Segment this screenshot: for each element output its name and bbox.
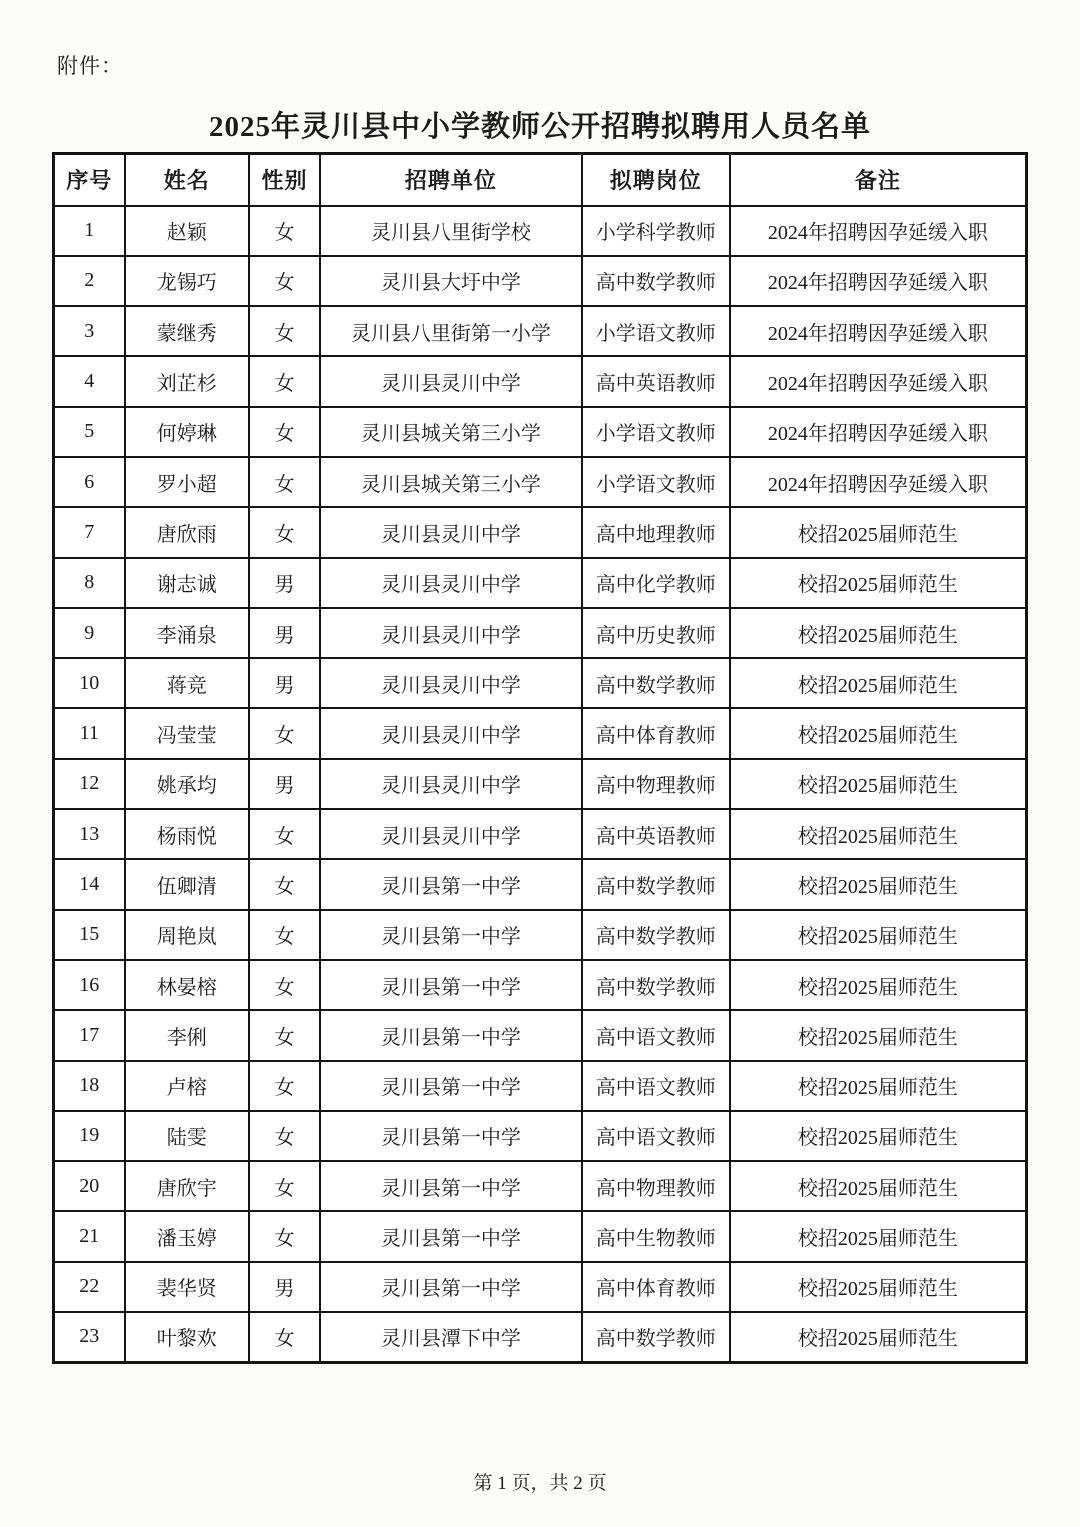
table-row — [54, 809, 1027, 859]
table-cell: 姚承均 — [125, 759, 250, 809]
table-cell: 灵川县第一中学 — [320, 1161, 582, 1211]
table-row — [54, 1312, 1027, 1362]
table-cell: 高中数学教师 — [582, 256, 730, 306]
table-cell: 7 — [54, 507, 125, 557]
table-row — [54, 1211, 1027, 1261]
table-cell: 女 — [249, 1312, 320, 1362]
table-cell: 12 — [54, 759, 125, 809]
table-cell: 4 — [54, 356, 125, 406]
table-cell: 2024年招聘因孕延缓入职 — [730, 206, 1027, 256]
table-cell: 校招2025届师范生 — [730, 1161, 1027, 1211]
table-cell: 灵川县第一中学 — [320, 1111, 582, 1161]
table-row — [54, 910, 1027, 960]
column-header-position: 拟聘岗位 — [582, 154, 730, 206]
table-cell: 女 — [249, 256, 320, 306]
table-cell: 校招2025届师范生 — [730, 658, 1027, 708]
table-cell: 高中英语教师 — [582, 356, 730, 406]
table-cell: 女 — [249, 708, 320, 758]
table-cell: 灵川县大圩中学 — [320, 256, 582, 306]
table-cell: 男 — [249, 558, 320, 608]
table-cell: 男 — [249, 608, 320, 658]
table-cell: 卢榕 — [125, 1061, 250, 1111]
table-cell: 灵川县灵川中学 — [320, 558, 582, 608]
table-cell: 灵川县第一中学 — [320, 1010, 582, 1060]
table-row — [54, 1061, 1027, 1111]
table-row — [54, 356, 1027, 406]
table-cell: 高中历史教师 — [582, 608, 730, 658]
table-cell: 谢志诚 — [125, 558, 250, 608]
table-cell: 赵颖 — [125, 206, 250, 256]
table-cell: 蒋竞 — [125, 658, 250, 708]
table-row — [54, 306, 1027, 356]
table-cell: 6 — [54, 457, 125, 507]
table-cell: 19 — [54, 1111, 125, 1161]
table-cell: 高中数学教师 — [582, 960, 730, 1010]
table-row — [54, 708, 1027, 758]
table-cell: 校招2025届师范生 — [730, 1061, 1027, 1111]
table-cell: 17 — [54, 1010, 125, 1060]
table-cell: 女 — [249, 809, 320, 859]
table-row — [54, 206, 1027, 256]
table-cell: 小学科学教师 — [582, 206, 730, 256]
table-row — [54, 256, 1027, 306]
table-cell: 校招2025届师范生 — [730, 859, 1027, 909]
table-cell: 2 — [54, 256, 125, 306]
column-header-index: 序号 — [54, 154, 125, 206]
table-cell: 冯莹莹 — [125, 708, 250, 758]
table-cell: 刘芷杉 — [125, 356, 250, 406]
table-cell: 女 — [249, 206, 320, 256]
table-cell: 灵川县灵川中学 — [320, 809, 582, 859]
table-cell: 灵川县第一中学 — [320, 1262, 582, 1312]
table-cell: 高中语文教师 — [582, 1061, 730, 1111]
table-cell: 校招2025届师范生 — [730, 708, 1027, 758]
table-row — [54, 558, 1027, 608]
table-cell: 高中语文教师 — [582, 1010, 730, 1060]
table-cell: 罗小超 — [125, 457, 250, 507]
table-cell: 16 — [54, 960, 125, 1010]
table-cell: 18 — [54, 1061, 125, 1111]
table-cell: 周艳岚 — [125, 910, 250, 960]
table-cell: 高中化学教师 — [582, 558, 730, 608]
table-cell: 高中生物教师 — [582, 1211, 730, 1261]
table-cell: 小学语文教师 — [582, 306, 730, 356]
table-cell: 灵川县第一中学 — [320, 1211, 582, 1261]
table-row — [54, 457, 1027, 507]
table-cell: 校招2025届师范生 — [730, 608, 1027, 658]
table-cell: 女 — [249, 457, 320, 507]
table-cell: 伍卿清 — [125, 859, 250, 909]
table-cell: 小学语文教师 — [582, 407, 730, 457]
table-cell: 女 — [249, 1010, 320, 1060]
table-header-row — [54, 154, 1027, 206]
table-cell: 女 — [249, 1211, 320, 1261]
table-cell: 9 — [54, 608, 125, 658]
page-title: 2025年灵川县中小学教师公开招聘拟聘用人员名单 — [208, 111, 871, 143]
table-row — [54, 608, 1027, 658]
table-row — [54, 1111, 1027, 1161]
table-cell: 23 — [54, 1312, 125, 1362]
table-row — [54, 759, 1027, 809]
table-cell: 校招2025届师范生 — [730, 1262, 1027, 1312]
table-cell: 龙锡巧 — [125, 256, 250, 306]
table-cell: 灵川县城关第三小学 — [320, 407, 582, 457]
table-cell: 灵川县灵川中学 — [320, 507, 582, 557]
table-cell: 潘玉婷 — [125, 1211, 250, 1261]
table-cell: 校招2025届师范生 — [730, 1111, 1027, 1161]
table-cell: 11 — [54, 708, 125, 758]
table-cell: 灵川县城关第三小学 — [320, 457, 582, 507]
table-row — [54, 960, 1027, 1010]
table-cell: 21 — [54, 1211, 125, 1261]
table-cell: 女 — [249, 1061, 320, 1111]
table-cell: 灵川县第一中学 — [320, 910, 582, 960]
table-cell: 高中数学教师 — [582, 1312, 730, 1362]
table-cell: 女 — [249, 507, 320, 557]
table-cell: 2024年招聘因孕延缓入职 — [730, 356, 1027, 406]
table-row — [54, 1010, 1027, 1060]
table-cell: 校招2025届师范生 — [730, 809, 1027, 859]
table-cell: 女 — [249, 859, 320, 909]
page-footer: 第 1 页，共 2 页 — [473, 1473, 607, 1494]
table-cell: 灵川县灵川中学 — [320, 658, 582, 708]
table-cell: 林晏榕 — [125, 960, 250, 1010]
table-cell: 女 — [249, 356, 320, 406]
table-cell: 10 — [54, 658, 125, 708]
table-cell: 男 — [249, 759, 320, 809]
table-cell: 校招2025届师范生 — [730, 1010, 1027, 1060]
table-row — [54, 507, 1027, 557]
table-cell: 高中物理教师 — [582, 1161, 730, 1211]
table-row — [54, 1262, 1027, 1312]
table-cell: 校招2025届师范生 — [730, 1312, 1027, 1362]
table-cell: 校招2025届师范生 — [730, 1211, 1027, 1261]
table-cell: 高中体育教师 — [582, 1262, 730, 1312]
table-cell: 灵川县八里街第一小学 — [320, 306, 582, 356]
table-cell: 唐欣雨 — [125, 507, 250, 557]
table-cell: 校招2025届师范生 — [730, 910, 1027, 960]
table-cell: 灵川县第一中学 — [320, 1061, 582, 1111]
table-cell: 陆雯 — [125, 1111, 250, 1161]
table-cell: 女 — [249, 1161, 320, 1211]
column-header-remarks: 备注 — [730, 154, 1027, 206]
table-cell: 校招2025届师范生 — [730, 759, 1027, 809]
table-cell: 2024年招聘因孕延缓入职 — [730, 407, 1027, 457]
table-cell: 5 — [54, 407, 125, 457]
table-row — [54, 1161, 1027, 1211]
table-cell: 唐欣宇 — [125, 1161, 250, 1211]
column-header-gender: 性别 — [249, 154, 320, 206]
table-cell: 李涌泉 — [125, 608, 250, 658]
table-cell: 灵川县灵川中学 — [320, 356, 582, 406]
table-cell: 8 — [54, 558, 125, 608]
table-row — [54, 859, 1027, 909]
table-cell: 高中地理教师 — [582, 507, 730, 557]
table-cell: 蒙继秀 — [125, 306, 250, 356]
table-cell: 22 — [54, 1262, 125, 1312]
table-cell: 女 — [249, 306, 320, 356]
table-cell: 叶黎欢 — [125, 1312, 250, 1362]
table-cell: 何婷琳 — [125, 407, 250, 457]
table-cell: 灵川县第一中学 — [320, 960, 582, 1010]
table-cell: 高中体育教师 — [582, 708, 730, 758]
table-cell: 1 — [54, 206, 125, 256]
table-cell: 高中数学教师 — [582, 658, 730, 708]
table-cell: 灵川县第一中学 — [320, 859, 582, 909]
table-cell: 女 — [249, 407, 320, 457]
table-cell: 女 — [249, 910, 320, 960]
column-header-unit: 招聘单位 — [320, 154, 582, 206]
table-cell: 15 — [54, 910, 125, 960]
table-cell: 裴华贤 — [125, 1262, 250, 1312]
table-cell: 灵川县灵川中学 — [320, 759, 582, 809]
table-row — [54, 658, 1027, 708]
table-cell: 灵川县灵川中学 — [320, 708, 582, 758]
table-cell: 女 — [249, 960, 320, 1010]
table-cell: 灵川县灵川中学 — [320, 608, 582, 658]
table-row — [54, 407, 1027, 457]
table-cell: 校招2025届师范生 — [730, 558, 1027, 608]
table-cell: 2024年招聘因孕延缓入职 — [730, 306, 1027, 356]
table-cell: 3 — [54, 306, 125, 356]
table-cell: 女 — [249, 1111, 320, 1161]
table-cell: 男 — [249, 658, 320, 708]
table-cell: 13 — [54, 809, 125, 859]
attachment-label: 附件： — [57, 54, 123, 78]
table-cell: 小学语文教师 — [582, 457, 730, 507]
table-cell: 杨雨悦 — [125, 809, 250, 859]
table-cell: 高中英语教师 — [582, 809, 730, 859]
table-cell: 高中数学教师 — [582, 859, 730, 909]
table-cell: 男 — [249, 1262, 320, 1312]
table-cell: 校招2025届师范生 — [730, 507, 1027, 557]
table-cell: 灵川县八里街学校 — [320, 206, 582, 256]
table-cell: 20 — [54, 1161, 125, 1211]
table-cell: 14 — [54, 859, 125, 909]
table-cell: 灵川县潭下中学 — [320, 1312, 582, 1362]
table-cell: 高中数学教师 — [582, 910, 730, 960]
table-body — [54, 206, 1027, 1363]
table-cell: 高中物理教师 — [582, 759, 730, 809]
table-cell: 高中语文教师 — [582, 1111, 730, 1161]
recruitment-table — [52, 152, 1028, 1364]
table-cell: 校招2025届师范生 — [730, 960, 1027, 1010]
table-cell: 李俐 — [125, 1010, 250, 1060]
table-cell: 2024年招聘因孕延缓入职 — [730, 256, 1027, 306]
table-cell: 2024年招聘因孕延缓入职 — [730, 457, 1027, 507]
column-header-name: 姓名 — [125, 154, 250, 206]
